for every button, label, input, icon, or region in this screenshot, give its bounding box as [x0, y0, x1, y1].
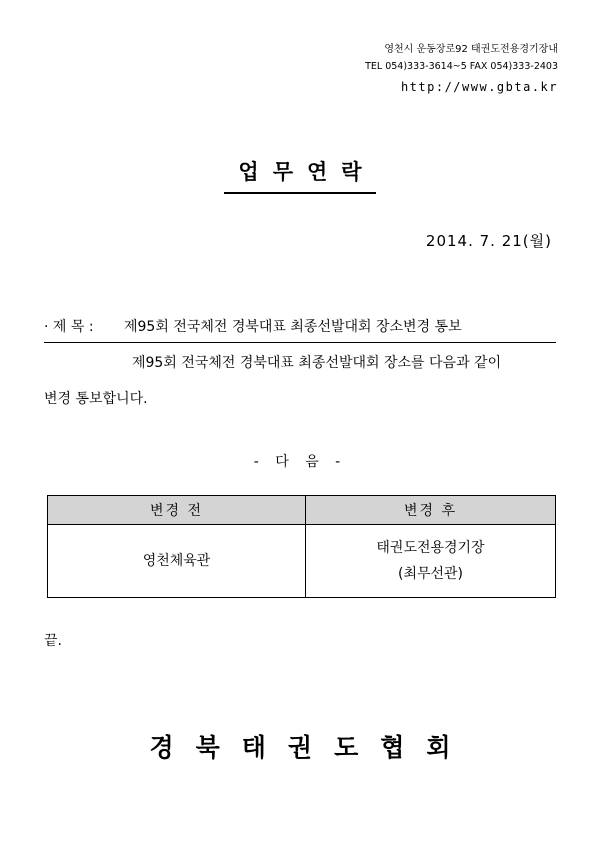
venue-before: 영천체육관 — [48, 525, 306, 598]
venue-change-table — [47, 495, 556, 598]
document-title: 업무연락 — [224, 156, 375, 194]
venue-after-name: 태권도전용경기장 — [376, 540, 485, 556]
sender-address: 영천시 운동장로92 태권도전용경기장내 — [384, 44, 558, 55]
subject-label: · 제 목 : — [44, 319, 94, 335]
header-after: 변경 후 — [306, 496, 556, 525]
table-header-row — [48, 496, 556, 525]
table-row — [48, 525, 556, 598]
document-date: 2014. 7. 21(월) — [425, 232, 552, 250]
sender-website[interactable]: http://www.gbta.kr — [400, 80, 558, 94]
organization-name: 경북태권도협회 — [149, 733, 473, 762]
venue-after — [306, 525, 556, 598]
title-container — [0, 156, 600, 194]
header-before: 변경 전 — [48, 496, 306, 525]
subject-row — [44, 316, 556, 343]
body-text-line-2: 변경 통보합니다. — [44, 391, 148, 407]
subject-text: 제95회 전국체전 경북대표 최종선발대회 장소변경 통보 — [124, 319, 462, 335]
section-heading: - 다 음 - — [253, 454, 347, 470]
venue-after-hall: (최무선관) — [397, 566, 464, 582]
body-text-line-1: 제95회 전국체전 경북대표 최종선발대회 장소를 다음과 같이 — [132, 355, 502, 371]
sender-contact: TEL 054)333-3614~5 FAX 054)333-2403 — [365, 61, 558, 72]
end-mark: 끝. — [44, 633, 62, 649]
